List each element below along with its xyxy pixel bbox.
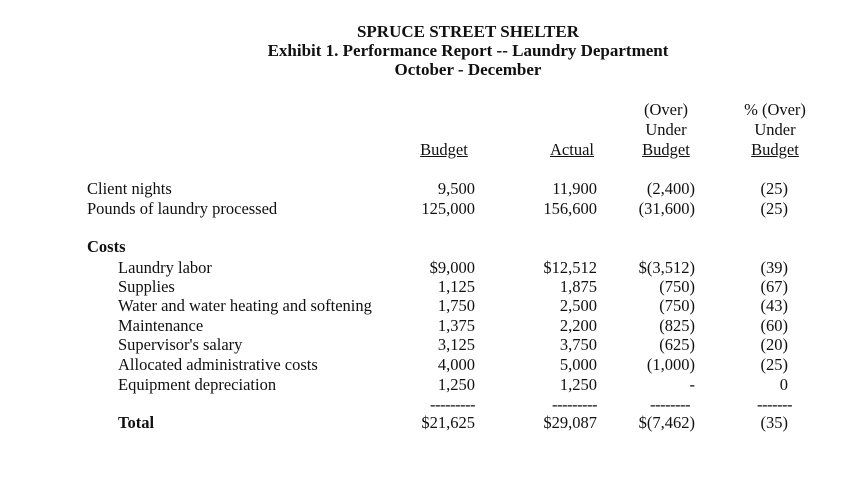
- cell-pct: (60): [760, 316, 788, 335]
- header-pct-line2: Under: [754, 120, 796, 139]
- separator-pct: -------: [757, 395, 792, 414]
- cell-variance: (750): [659, 277, 695, 296]
- row-label: Supervisor's salary: [118, 335, 243, 354]
- row-label: Pounds of laundry processed: [87, 199, 278, 218]
- cell-pct: (43): [760, 296, 788, 315]
- cell-actual: 1,250: [559, 375, 597, 394]
- cell-variance: -: [689, 375, 695, 394]
- cell-pct: 0: [779, 375, 788, 394]
- cell-actual: 156,600: [543, 199, 597, 218]
- cell-actual: 3,750: [559, 335, 597, 354]
- cell-pct: (67): [760, 277, 788, 296]
- cell-variance: (825): [659, 316, 695, 335]
- costs-heading: Costs: [87, 237, 126, 256]
- cell-variance: (31,600): [638, 199, 695, 218]
- report-period: October - December: [394, 60, 542, 79]
- header-pct-line1: % (Over): [744, 100, 806, 119]
- cell-budget: 1,250: [437, 375, 475, 394]
- header-pct-line3: Budget: [751, 140, 799, 159]
- report-title: SPRUCE STREET SHELTER: [356, 22, 580, 41]
- cell-pct: (25): [760, 199, 788, 218]
- cell-actual: 11,900: [552, 179, 597, 198]
- cell-actual: 1,875: [559, 277, 597, 296]
- cell-variance: (750): [659, 296, 695, 315]
- cell-pct: (39): [760, 258, 788, 277]
- header-variance-line3: Budget: [642, 140, 690, 159]
- cell-actual: 2,200: [559, 316, 597, 335]
- header-variance-line1: (Over): [644, 100, 688, 119]
- total-budget: $21,625: [421, 413, 475, 432]
- total-actual: $29,087: [543, 413, 597, 432]
- cell-variance: (1,000): [646, 355, 695, 374]
- cell-variance: (2,400): [646, 179, 695, 198]
- row-label: Client nights: [87, 179, 172, 198]
- cell-variance: (625): [659, 335, 695, 354]
- row-label: Laundry labor: [118, 258, 212, 277]
- row-label: Allocated administrative costs: [118, 355, 318, 374]
- header-actual: Actual: [550, 140, 594, 159]
- cell-budget: 3,125: [437, 335, 475, 354]
- row-label: Maintenance: [118, 316, 204, 335]
- report-subtitle: Exhibit 1. Performance Report -- Laundry Department: [267, 41, 669, 60]
- row-label: Water and water heating and softening: [118, 296, 372, 315]
- cell-pct: (25): [760, 355, 788, 374]
- cell-actual: 5,000: [559, 355, 597, 374]
- cell-budget: 9,500: [437, 179, 475, 198]
- cell-budget: $9,000: [429, 258, 475, 277]
- cell-budget: 125,000: [421, 199, 475, 218]
- header-variance-line2: Under: [645, 120, 687, 139]
- cell-budget: 1,375: [437, 316, 475, 335]
- total-variance: $(7,462): [638, 413, 695, 432]
- cell-budget: 1,125: [437, 277, 475, 296]
- separator-variance: --------: [650, 395, 690, 414]
- row-label: Equipment depreciation: [118, 375, 277, 394]
- separator-budget: ---------: [430, 395, 475, 414]
- total-label: Total: [118, 413, 155, 432]
- cell-budget: 4,000: [437, 355, 475, 374]
- cell-actual: 2,500: [559, 296, 597, 315]
- total-pct: (35): [760, 413, 788, 432]
- cell-pct: (25): [760, 179, 788, 198]
- cell-variance: $(3,512): [638, 258, 695, 277]
- cell-actual: $12,512: [543, 258, 597, 277]
- row-label: Supplies: [118, 277, 175, 296]
- header-budget: Budget: [420, 140, 468, 159]
- cell-budget: 1,750: [437, 296, 475, 315]
- separator-actual: ---------: [552, 395, 597, 414]
- cell-pct: (20): [760, 335, 788, 354]
